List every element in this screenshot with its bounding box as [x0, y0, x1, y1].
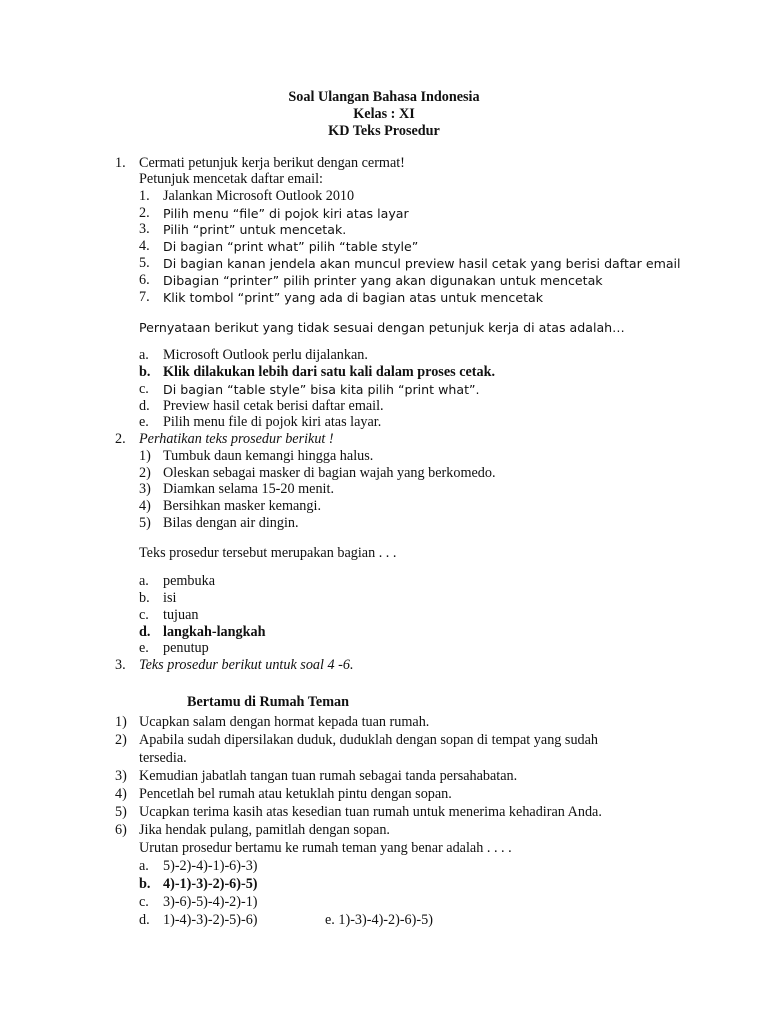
step-number: 4.: [139, 238, 150, 254]
kd-label: KD Teks Prosedur: [328, 123, 440, 139]
step-text: Bilas dengan air dingin.: [163, 515, 299, 531]
step-text: Klik tombol “print” yang ada di bagian atas untuk mencetak: [163, 290, 544, 305]
step-number: 3.: [139, 221, 150, 237]
question-prompt: Teks prosedur berikut untuk soal 4 -6.: [139, 657, 354, 673]
step-number: 4): [115, 786, 127, 802]
question-number: 3.: [115, 657, 126, 673]
option-text: penutup: [163, 640, 209, 656]
step-number: 5): [115, 804, 127, 820]
step-text: Tumbuk daun kemangi hingga halus.: [163, 448, 374, 464]
option-letter: e.: [139, 640, 149, 656]
option-letter: c.: [139, 894, 149, 910]
option-letter: a.: [139, 347, 149, 363]
option-text: 1)-4)-3)-2)-5)-6): [163, 912, 258, 928]
step-number: 2.: [139, 205, 150, 221]
step-text: Pilih menu “file” di pojok kiri atas layar: [163, 206, 409, 221]
step-number: 3): [139, 481, 151, 497]
step-text: Dibagian “printer” pilih printer yang akan digunakan untuk mencetak: [163, 273, 603, 288]
step-text: Jika hendak pulang, pamitlah dengan sopan.: [139, 822, 390, 838]
step-text: Kemudian jabatlah tangan tuan rumah sebagai tanda persahabatan.: [139, 768, 518, 784]
document-title: Soal Ulangan Bahasa Indonesia: [288, 89, 480, 105]
question-text: Pernyataan berikut yang tidak sesuai dengan petunjuk kerja di atas adalah…: [139, 320, 625, 335]
option-letter: a.: [139, 858, 149, 874]
question-prompt: Perhatikan teks prosedur berikut !: [139, 431, 334, 447]
step-number: 5.: [139, 255, 150, 271]
step-text: Ucapkan terima kasih atas kesedian tuan rumah untuk menerima kehadiran Anda.: [139, 804, 602, 820]
option-text: Di bagian “table style” bisa kita pilih “print what”.: [163, 382, 480, 397]
step-text: Pencetlah bel rumah atau ketuklah pintu dengan sopan.: [139, 786, 452, 802]
step-text: Ucapkan salam dengan hormat kepada tuan rumah.: [139, 714, 430, 730]
step-number: 7.: [139, 289, 150, 305]
step-number: 2): [115, 732, 127, 748]
step-text: Pilih “print” untuk mencetak.: [163, 222, 347, 237]
step-number: 6.: [139, 272, 150, 288]
option-text-answer: Klik dilakukan lebih dari satu kali dalam proses cetak.: [163, 364, 496, 380]
step-number: 2): [139, 465, 151, 481]
step-number: 3): [115, 768, 127, 784]
option-letter-answer: d.: [139, 624, 151, 640]
option-text-answer: langkah-langkah: [163, 624, 266, 640]
question-number: 2.: [115, 431, 126, 447]
class-label: Kelas : XI: [353, 106, 415, 122]
option-letter-answer: b.: [139, 364, 151, 380]
option-letter: d.: [139, 398, 150, 414]
step-text: Oleskan sebagai masker di bagian wajah yang berkomedo.: [163, 465, 496, 481]
step-text: Diamkan selama 15-20 menit.: [163, 481, 334, 497]
step-number: 1): [139, 448, 151, 464]
instruction-subtitle: Petunjuk mencetak daftar email:: [139, 171, 323, 187]
step-text: Apabila sudah dipersilakan duduk, duduklah dengan sopan di tempat yang sudah: [139, 732, 599, 748]
option-letter: d.: [139, 912, 150, 928]
option-letter: b.: [139, 590, 150, 606]
option-letter: c.: [139, 381, 149, 397]
step-text: Di bagian kanan jendela akan muncul preview hasil cetak yang berisi daftar email: [163, 256, 681, 271]
step-number: 1): [115, 714, 127, 730]
option-text: pembuka: [163, 573, 216, 589]
step-text-continued: tersedia.: [139, 750, 187, 766]
step-text: Jalankan Microsoft Outlook 2010: [163, 188, 355, 204]
step-number: 1.: [139, 188, 150, 204]
step-number: 4): [139, 498, 151, 514]
option-text-e: e. 1)-3)-4)-2)-6)-5): [325, 912, 433, 928]
step-number: 6): [115, 822, 127, 838]
option-text: 5)-2)-4)-1)-6)-3): [163, 858, 258, 874]
question-prompt: Cermati petunjuk kerja berikut dengan cermat!: [139, 155, 405, 171]
step-number: 5): [139, 515, 151, 531]
option-text: Pilih menu file di pojok kiri atas layar.: [163, 414, 382, 430]
option-text: tujuan: [163, 607, 199, 623]
option-letter: c.: [139, 607, 149, 623]
option-letter: a.: [139, 573, 149, 589]
option-text: Preview hasil cetak berisi daftar email.: [163, 398, 384, 414]
option-text: isi: [163, 590, 177, 606]
question-text: Teks prosedur tersebut merupakan bagian . . .: [139, 545, 397, 561]
question-number: 1.: [115, 155, 126, 171]
option-letter-answer: b.: [139, 876, 151, 892]
option-text: Microsoft Outlook perlu dijalankan.: [163, 347, 368, 363]
option-text-answer: 4)-1)-3)-2)-6)-5): [163, 876, 258, 892]
option-letter: e.: [139, 414, 149, 430]
option-text: 3)-6)-5)-4)-2)-1): [163, 894, 258, 910]
question-text: Urutan prosedur bertamu ke rumah teman yang benar adalah . . . .: [139, 840, 512, 856]
step-text: Di bagian “print what” pilih “table style”: [163, 239, 419, 254]
step-text: Bersihkan masker kemangi.: [163, 498, 321, 514]
text-title: Bertamu di Rumah Teman: [187, 694, 349, 710]
